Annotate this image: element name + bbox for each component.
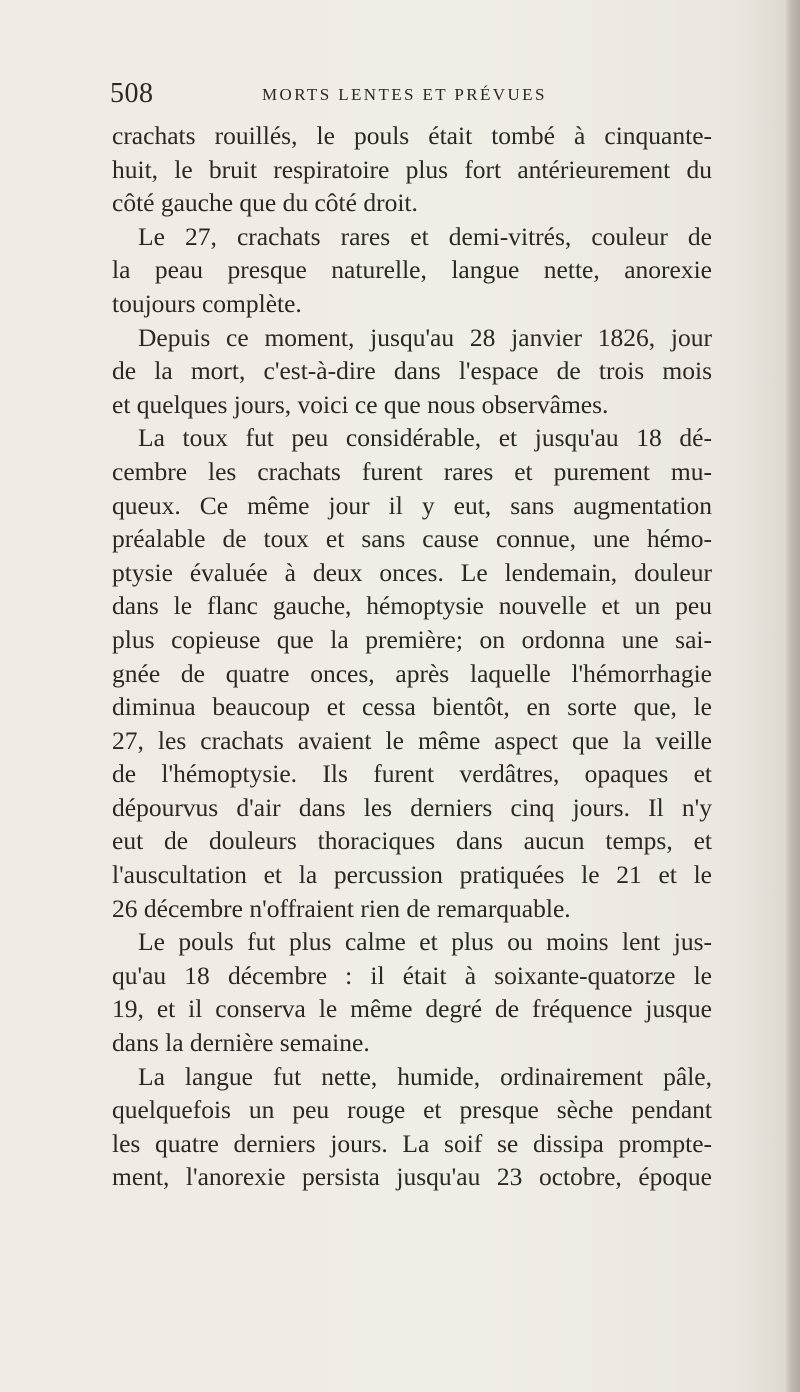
text-line: dans la dernière semaine. xyxy=(112,1028,370,1058)
text-line: La langue fut nette, humide, ordinairement pâle, xyxy=(138,1061,712,1091)
text-line: dans le flanc gauche, hémoptysie nouvelle et un peu xyxy=(112,591,712,621)
text-line: 19, et il conserva le même degré de fréquence jusque xyxy=(112,994,712,1024)
text-line: dépourvus d'air dans les derniers cinq jours. Il n'y xyxy=(112,792,712,822)
text-line: ment, l'anorexie persista jusqu'au 23 octobre, époque xyxy=(112,1162,712,1192)
text-line: qu'au 18 décembre : il était à soixante-quatorze le xyxy=(112,960,712,990)
text-line: l'auscultation et la percussion pratiquées le 21 et le xyxy=(112,860,712,890)
text-line: côté gauche que du côté droit. xyxy=(112,188,418,218)
text-line: Le 27, crachats rares et demi-vitrés, couleur de xyxy=(138,221,712,251)
text-line: de la mort, c'est-à-dire dans l'espace de trois mois xyxy=(112,356,712,386)
text-line: plus copieuse que la première; on ordonna une sai- xyxy=(112,624,712,654)
text-line: et quelques jours, voici ce que nous observâmes. xyxy=(112,389,609,419)
page-header xyxy=(110,74,720,114)
text-line: préalable de toux et sans cause connue, une hémo- xyxy=(112,524,712,554)
text-line: crachats rouillés, le pouls était tombé à cinquante- xyxy=(112,121,712,150)
text-line: La toux fut peu considérable, et jusqu'au 18 dé- xyxy=(138,423,712,453)
text-line: de l'hémoptysie. Ils furent verdâtres, opaques et xyxy=(112,759,712,789)
text-line: toujours complète. xyxy=(112,288,302,318)
text-line: cembre les crachats furent rares et purement mu- xyxy=(112,456,712,486)
text-line: 27, les crachats avaient le même aspect que la veille xyxy=(112,725,712,755)
text-line: les quatre derniers jours. La soif se dissipa prompte- xyxy=(112,1128,712,1158)
text-line: quelquefois un peu rouge et presque sèche pendant xyxy=(112,1095,712,1125)
text-line: gnée de quatre onces, après laquelle l'hémorrhagie xyxy=(112,658,712,688)
text-line: Depuis ce moment, jusqu'au 28 janvier 1826, jour xyxy=(138,322,712,352)
text-line: diminua beaucoup et cessa bientôt, en sorte que, le xyxy=(112,692,712,722)
page-edge-shadow xyxy=(786,0,800,1392)
text-line: huit, le bruit respiratoire plus fort antérieurement du xyxy=(112,154,712,184)
running-title: MORTS LENTES ET PRÉVUES xyxy=(262,85,547,104)
text-line: eut de douleurs thoraciques dans aucun temps, et xyxy=(112,826,712,856)
body-text xyxy=(112,119,712,1194)
text-line: ptysie évaluée à deux onces. Le lendemain, douleur xyxy=(112,557,712,587)
text-line: la peau presque naturelle, langue nette, anorexie xyxy=(112,255,712,285)
text-line: Le pouls fut plus calme et plus ou moins lent jus- xyxy=(138,927,712,957)
text-line: queux. Ce même jour il y eut, sans augmentation xyxy=(112,490,712,520)
text-line: 26 décembre n'offraient rien de remarquable. xyxy=(112,893,571,923)
page-number: 508 xyxy=(110,78,154,109)
